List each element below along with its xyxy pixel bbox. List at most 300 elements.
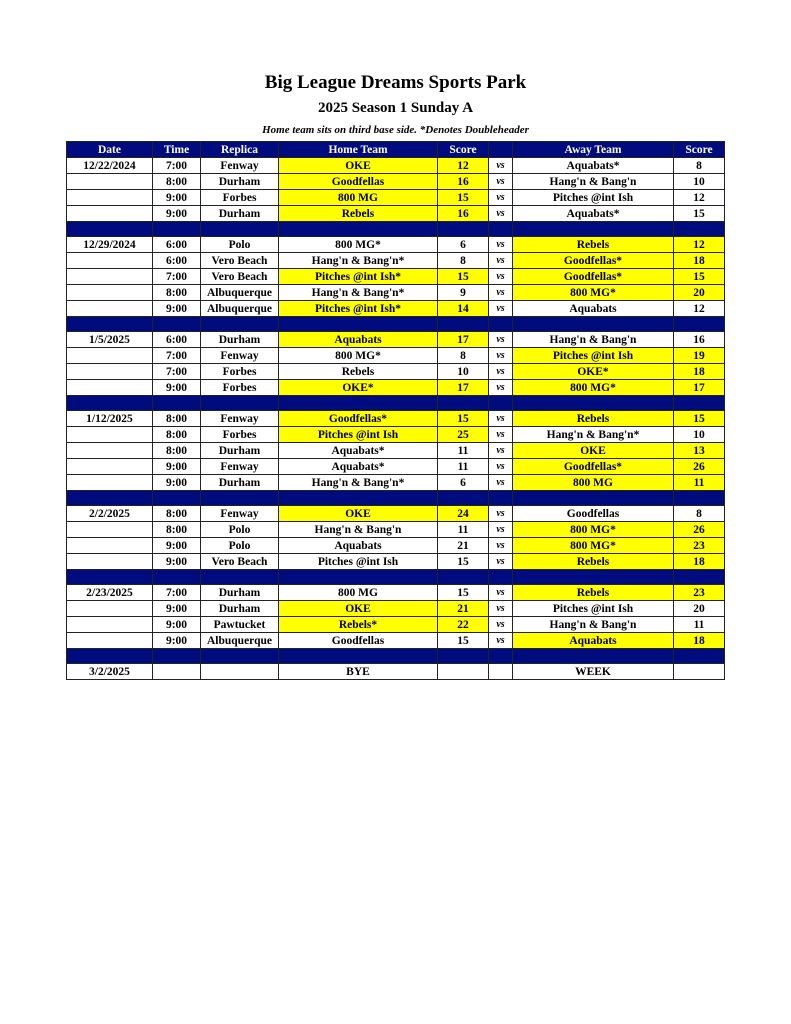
away-team-cell: 800 MG* [513, 522, 674, 538]
separator-cell [489, 649, 513, 664]
date-cell: 2/23/2025 [67, 585, 153, 601]
column-header-home-team: Home Team [279, 142, 438, 158]
table-row [67, 601, 725, 617]
time-cell: 6:00 [153, 253, 201, 269]
replica-cell: Fenway [201, 411, 279, 427]
schedule-note: Home team sits on third base side. *Denotes Doubleheader [262, 124, 529, 136]
away-score-cell: 8 [674, 506, 725, 522]
home-team-cell: Pitches @int Ish [279, 554, 438, 570]
date-cell: 1/5/2025 [67, 332, 153, 348]
column-header-replica: Replica [201, 142, 279, 158]
date-cell [67, 601, 153, 617]
time-cell: 9:00 [153, 475, 201, 491]
table-row [67, 364, 725, 380]
date-cell: 12/29/2024 [67, 237, 153, 253]
home-score-cell: 15 [438, 554, 489, 570]
table-row [67, 475, 725, 491]
home-team-cell: OKE [279, 506, 438, 522]
table-row [67, 459, 725, 475]
away-team-cell: WEEK [513, 664, 674, 680]
away-team-cell: Goodfellas [513, 506, 674, 522]
away-team-cell: Pitches @int Ish [513, 190, 674, 206]
vs-cell: vs [489, 253, 513, 269]
home-team-cell: Rebels [279, 206, 438, 222]
away-score-cell: 26 [674, 522, 725, 538]
separator-cell [513, 317, 674, 332]
home-team-cell: 800 MG [279, 585, 438, 601]
home-team-cell: Aquabats [279, 332, 438, 348]
home-team-cell: Rebels* [279, 617, 438, 633]
vs-cell: vs [489, 601, 513, 617]
week-separator-row [67, 222, 725, 237]
time-cell: 9:00 [153, 206, 201, 222]
vs-cell: vs [489, 380, 513, 396]
separator-cell [674, 649, 725, 664]
vs-cell: vs [489, 301, 513, 317]
home-team-cell: Hang'n & Bang'n* [279, 285, 438, 301]
separator-cell [279, 222, 438, 237]
time-cell: 9:00 [153, 538, 201, 554]
week-separator-row [67, 649, 725, 664]
table-row [67, 237, 725, 253]
date-cell [67, 459, 153, 475]
separator-cell [67, 317, 153, 332]
separator-cell [513, 222, 674, 237]
home-team-cell: Goodfellas [279, 633, 438, 649]
time-cell: 9:00 [153, 380, 201, 396]
separator-cell [201, 649, 279, 664]
week-separator-row [67, 570, 725, 585]
date-cell: 2/2/2025 [67, 506, 153, 522]
date-cell: 12/22/2024 [67, 158, 153, 174]
vs-cell: vs [489, 538, 513, 554]
column-header-away-score: Score [674, 142, 725, 158]
table-row [67, 427, 725, 443]
table-header-row [67, 142, 725, 158]
replica-cell: Albuquerque [201, 633, 279, 649]
vs-cell: vs [489, 585, 513, 601]
away-team-cell: Pitches @int Ish [513, 348, 674, 364]
away-score-cell: 12 [674, 190, 725, 206]
table-row [67, 269, 725, 285]
time-cell: 8:00 [153, 285, 201, 301]
home-score-cell: 15 [438, 411, 489, 427]
away-team-cell: Aquabats* [513, 158, 674, 174]
vs-cell: vs [489, 427, 513, 443]
table-row [67, 411, 725, 427]
away-score-cell: 10 [674, 174, 725, 190]
separator-cell [674, 317, 725, 332]
time-cell: 9:00 [153, 633, 201, 649]
date-cell [67, 538, 153, 554]
table-row [67, 522, 725, 538]
week-separator-row [67, 396, 725, 411]
separator-cell [489, 222, 513, 237]
time-cell: 9:00 [153, 301, 201, 317]
table-row [67, 617, 725, 633]
away-score-cell: 10 [674, 427, 725, 443]
separator-cell [674, 396, 725, 411]
replica-cell [201, 664, 279, 680]
away-team-cell: OKE [513, 443, 674, 459]
time-cell: 9:00 [153, 554, 201, 570]
date-cell [67, 364, 153, 380]
time-cell: 9:00 [153, 617, 201, 633]
vs-cell: vs [489, 269, 513, 285]
page-subtitle: 2025 Season 1 Sunday A [317, 100, 474, 116]
table-row [67, 633, 725, 649]
home-team-cell: Hang'n & Bang'n* [279, 475, 438, 491]
separator-cell [67, 222, 153, 237]
time-cell [153, 664, 201, 680]
time-cell: 9:00 [153, 601, 201, 617]
away-team-cell: Rebels [513, 237, 674, 253]
home-team-cell: Pitches @int Ish* [279, 269, 438, 285]
table-row [67, 585, 725, 601]
away-score-cell: 23 [674, 538, 725, 554]
table-row [67, 443, 725, 459]
table-row [67, 174, 725, 190]
vs-cell: vs [489, 522, 513, 538]
time-cell: 9:00 [153, 459, 201, 475]
vs-cell: vs [489, 554, 513, 570]
away-score-cell: 18 [674, 633, 725, 649]
vs-cell [489, 664, 513, 680]
time-cell: 8:00 [153, 506, 201, 522]
home-team-cell: Hang'n & Bang'n* [279, 253, 438, 269]
vs-cell: vs [489, 475, 513, 491]
replica-cell: Forbes [201, 364, 279, 380]
home-score-cell: 12 [438, 158, 489, 174]
date-cell [67, 617, 153, 633]
separator-cell [513, 491, 674, 506]
separator-cell [438, 491, 489, 506]
home-score-cell: 15 [438, 269, 489, 285]
replica-cell: Vero Beach [201, 554, 279, 570]
replica-cell: Pawtucket [201, 617, 279, 633]
separator-cell [153, 649, 201, 664]
replica-cell: Forbes [201, 427, 279, 443]
replica-cell: Durham [201, 443, 279, 459]
date-cell [67, 633, 153, 649]
away-score-cell: 17 [674, 380, 725, 396]
separator-cell [674, 570, 725, 585]
away-score-cell: 15 [674, 411, 725, 427]
away-team-cell: Rebels [513, 411, 674, 427]
vs-cell: vs [489, 506, 513, 522]
separator-cell [438, 649, 489, 664]
separator-cell [489, 396, 513, 411]
date-cell [67, 475, 153, 491]
home-score-cell: 17 [438, 332, 489, 348]
home-team-cell: Rebels [279, 364, 438, 380]
vs-cell: vs [489, 364, 513, 380]
table-row [67, 285, 725, 301]
date-cell [67, 427, 153, 443]
table-row [67, 301, 725, 317]
away-team-cell: Hang'n & Bang'n* [513, 427, 674, 443]
column-header-time: Time [153, 142, 201, 158]
table-row [67, 348, 725, 364]
schedule-body [67, 158, 725, 680]
table-row [67, 538, 725, 554]
vs-cell: vs [489, 174, 513, 190]
home-score-cell: 6 [438, 475, 489, 491]
separator-cell [279, 317, 438, 332]
home-score-cell: 17 [438, 380, 489, 396]
separator-cell [279, 649, 438, 664]
vs-cell: vs [489, 206, 513, 222]
away-team-cell: Aquabats [513, 301, 674, 317]
home-score-cell: 14 [438, 301, 489, 317]
home-team-cell: OKE [279, 158, 438, 174]
away-team-cell: Goodfellas* [513, 253, 674, 269]
home-score-cell: 15 [438, 190, 489, 206]
replica-cell: Durham [201, 475, 279, 491]
separator-cell [674, 491, 725, 506]
vs-cell: vs [489, 617, 513, 633]
home-team-cell: Goodfellas [279, 174, 438, 190]
home-team-cell: Goodfellas* [279, 411, 438, 427]
away-score-cell: 12 [674, 301, 725, 317]
time-cell: 8:00 [153, 174, 201, 190]
date-cell: 3/2/2025 [67, 664, 153, 680]
date-cell [67, 285, 153, 301]
separator-cell [201, 491, 279, 506]
away-score-cell: 18 [674, 253, 725, 269]
date-cell: 1/12/2025 [67, 411, 153, 427]
away-score-cell: 15 [674, 269, 725, 285]
replica-cell: Polo [201, 538, 279, 554]
home-score-cell: 15 [438, 585, 489, 601]
home-team-cell: OKE* [279, 380, 438, 396]
time-cell: 8:00 [153, 443, 201, 459]
away-score-cell: 18 [674, 364, 725, 380]
separator-cell [201, 570, 279, 585]
replica-cell: Polo [201, 237, 279, 253]
table-row [67, 332, 725, 348]
away-team-cell: Aquabats [513, 633, 674, 649]
away-team-cell: Aquabats* [513, 206, 674, 222]
date-cell [67, 190, 153, 206]
replica-cell: Vero Beach [201, 253, 279, 269]
replica-cell: Albuquerque [201, 285, 279, 301]
separator-cell [153, 222, 201, 237]
home-score-cell: 21 [438, 538, 489, 554]
time-cell: 7:00 [153, 348, 201, 364]
away-team-cell: Rebels [513, 585, 674, 601]
time-cell: 7:00 [153, 158, 201, 174]
separator-cell [279, 491, 438, 506]
date-cell [67, 522, 153, 538]
separator-cell [153, 570, 201, 585]
away-team-cell: Hang'n & Bang'n [513, 174, 674, 190]
week-separator-row [67, 317, 725, 332]
away-score-cell: 16 [674, 332, 725, 348]
date-cell [67, 174, 153, 190]
time-cell: 7:00 [153, 585, 201, 601]
vs-cell: vs [489, 633, 513, 649]
date-cell [67, 269, 153, 285]
away-score-cell: 23 [674, 585, 725, 601]
vs-cell: vs [489, 237, 513, 253]
separator-cell [438, 396, 489, 411]
separator-cell [201, 222, 279, 237]
vs-cell: vs [489, 190, 513, 206]
away-score-cell: 15 [674, 206, 725, 222]
separator-cell [153, 491, 201, 506]
separator-cell [279, 570, 438, 585]
date-cell [67, 554, 153, 570]
time-cell: 8:00 [153, 522, 201, 538]
home-score-cell: 8 [438, 348, 489, 364]
schedule-table [66, 141, 725, 680]
separator-cell [438, 317, 489, 332]
home-score-cell: 25 [438, 427, 489, 443]
time-cell: 6:00 [153, 237, 201, 253]
away-score-cell: 18 [674, 554, 725, 570]
replica-cell: Albuquerque [201, 301, 279, 317]
separator-cell [489, 491, 513, 506]
home-score-cell: 6 [438, 237, 489, 253]
vs-cell: vs [489, 332, 513, 348]
column-header-vs [489, 142, 513, 158]
table-row [67, 190, 725, 206]
date-cell [67, 253, 153, 269]
separator-cell [674, 222, 725, 237]
vs-cell: vs [489, 158, 513, 174]
separator-cell [513, 649, 674, 664]
away-team-cell: 800 MG* [513, 285, 674, 301]
replica-cell: Durham [201, 206, 279, 222]
away-score-cell: 11 [674, 617, 725, 633]
home-team-cell: OKE [279, 601, 438, 617]
home-team-cell: Pitches @int Ish [279, 427, 438, 443]
separator-cell [201, 396, 279, 411]
away-score-cell: 12 [674, 237, 725, 253]
page-title: Big League Dreams Sports Park [264, 72, 527, 93]
home-team-cell: Aquabats [279, 538, 438, 554]
separator-cell [489, 570, 513, 585]
separator-cell [67, 396, 153, 411]
date-cell [67, 443, 153, 459]
home-team-cell: BYE [279, 664, 438, 680]
away-team-cell: 800 MG [513, 475, 674, 491]
away-score-cell: 20 [674, 285, 725, 301]
time-cell: 8:00 [153, 411, 201, 427]
date-cell [67, 301, 153, 317]
replica-cell: Durham [201, 585, 279, 601]
table-row [67, 253, 725, 269]
vs-cell: vs [489, 459, 513, 475]
replica-cell: Durham [201, 174, 279, 190]
home-score-cell [438, 664, 489, 680]
replica-cell: Forbes [201, 190, 279, 206]
home-team-cell: Aquabats* [279, 459, 438, 475]
home-score-cell: 16 [438, 206, 489, 222]
time-cell: 7:00 [153, 364, 201, 380]
home-score-cell: 8 [438, 253, 489, 269]
away-score-cell: 26 [674, 459, 725, 475]
home-score-cell: 24 [438, 506, 489, 522]
table-row [67, 554, 725, 570]
separator-cell [67, 649, 153, 664]
date-cell [67, 206, 153, 222]
separator-cell [438, 570, 489, 585]
away-team-cell: Goodfellas* [513, 459, 674, 475]
replica-cell: Polo [201, 522, 279, 538]
vs-cell: vs [489, 411, 513, 427]
away-score-cell [674, 664, 725, 680]
separator-cell [153, 396, 201, 411]
away-score-cell: 13 [674, 443, 725, 459]
time-cell: 8:00 [153, 427, 201, 443]
separator-cell [153, 317, 201, 332]
replica-cell: Durham [201, 601, 279, 617]
separator-cell [67, 570, 153, 585]
separator-cell [513, 396, 674, 411]
home-score-cell: 11 [438, 459, 489, 475]
home-score-cell: 11 [438, 443, 489, 459]
bye-week-row [67, 664, 725, 680]
away-team-cell: Rebels [513, 554, 674, 570]
home-team-cell: Aquabats* [279, 443, 438, 459]
replica-cell: Fenway [201, 158, 279, 174]
away-team-cell: 800 MG* [513, 380, 674, 396]
vs-cell: vs [489, 443, 513, 459]
away-team-cell: Hang'n & Bang'n [513, 617, 674, 633]
separator-cell [489, 317, 513, 332]
column-header-home-score: Score [438, 142, 489, 158]
home-score-cell: 22 [438, 617, 489, 633]
table-row [67, 380, 725, 396]
replica-cell: Fenway [201, 459, 279, 475]
separator-cell [279, 396, 438, 411]
column-header-date: Date [67, 142, 153, 158]
column-header-away-team: Away Team [513, 142, 674, 158]
away-score-cell: 11 [674, 475, 725, 491]
separator-cell [513, 570, 674, 585]
home-team-cell: 800 MG* [279, 237, 438, 253]
away-team-cell: Pitches @int Ish [513, 601, 674, 617]
home-team-cell: 800 MG* [279, 348, 438, 364]
home-score-cell: 16 [438, 174, 489, 190]
home-score-cell: 15 [438, 633, 489, 649]
home-score-cell: 11 [438, 522, 489, 538]
vs-cell: vs [489, 348, 513, 364]
replica-cell: Vero Beach [201, 269, 279, 285]
home-score-cell: 10 [438, 364, 489, 380]
home-team-cell: Hang'n & Bang'n [279, 522, 438, 538]
separator-cell [201, 317, 279, 332]
away-team-cell: OKE* [513, 364, 674, 380]
time-cell: 6:00 [153, 332, 201, 348]
time-cell: 9:00 [153, 190, 201, 206]
away-team-cell: 800 MG* [513, 538, 674, 554]
away-team-cell: Hang'n & Bang'n [513, 332, 674, 348]
table-row [67, 158, 725, 174]
date-cell [67, 380, 153, 396]
time-cell: 7:00 [153, 269, 201, 285]
date-cell [67, 348, 153, 364]
home-team-cell: 800 MG [279, 190, 438, 206]
away-score-cell: 8 [674, 158, 725, 174]
table-row [67, 506, 725, 522]
separator-cell [67, 491, 153, 506]
home-score-cell: 9 [438, 285, 489, 301]
home-team-cell: Pitches @int Ish* [279, 301, 438, 317]
separator-cell [438, 222, 489, 237]
